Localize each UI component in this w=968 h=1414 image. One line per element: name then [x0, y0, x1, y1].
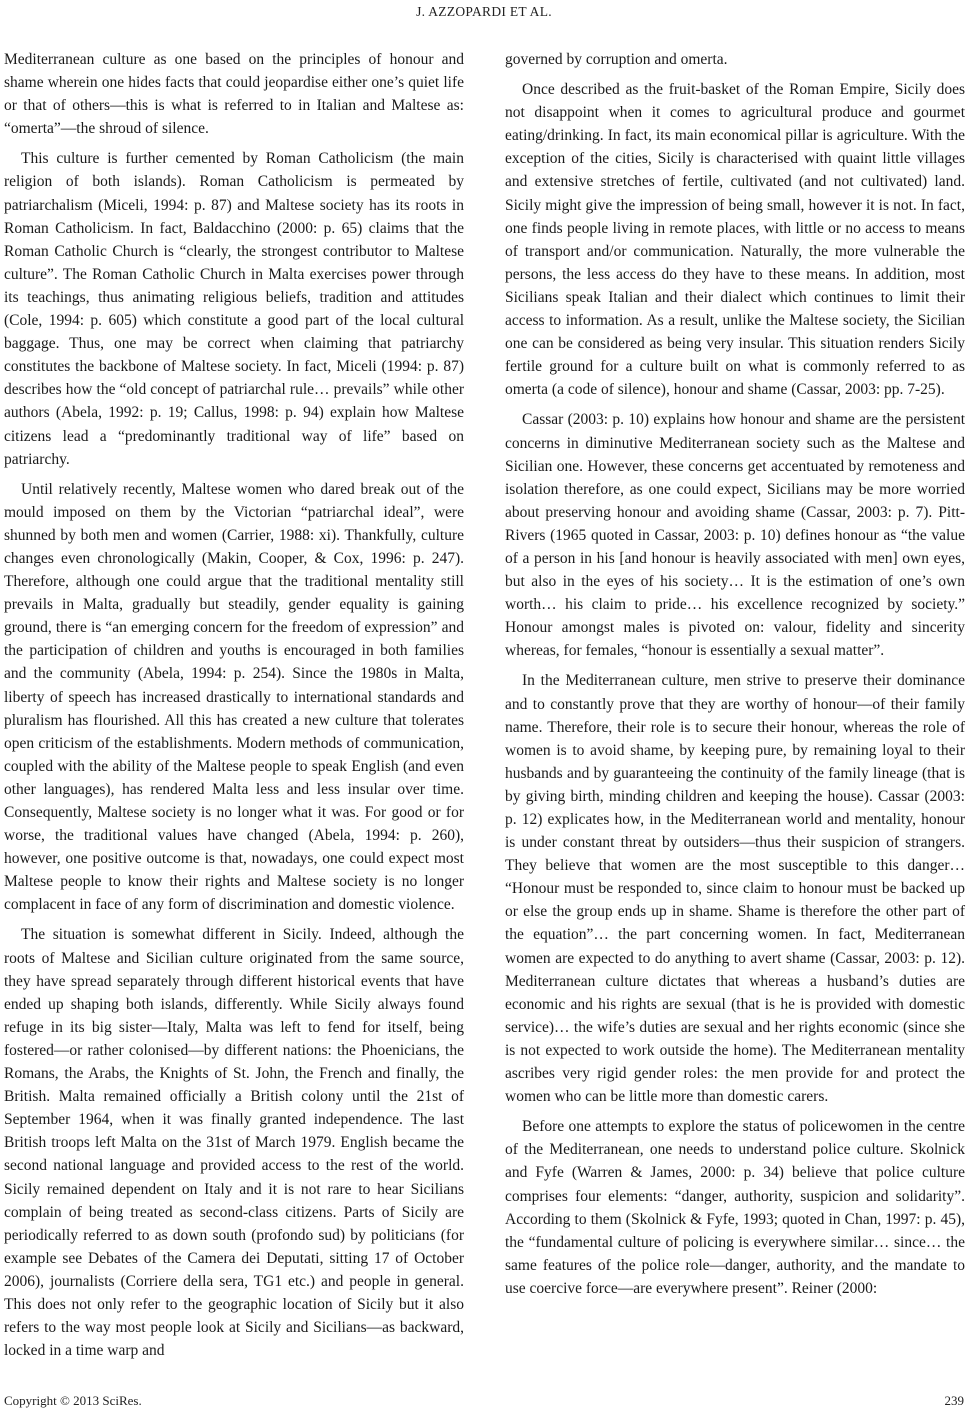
paragraph: In the Mediterranean culture, men strive to preserve their dominance and to constantly prove that they are worthy of honour—of their family name. Therefore, their role is to secure their honour, whereas the role of women is to avoid shame, by keeping pure, by remaining loyal to their husbands and by guaranteeing the continuity of the family lineage (that is by giving birth, minding children and keeping the house). Cassar (2003: p. 12) explicates how, in the Mediterranean world and mentality, honour is under constant threat by outsiders—thus their suspicion of strangers. They believe that women are the most susceptible to this danger… “Honour must be responded to, since claim to honour must be backed up or else the group ends up in shame. Shame is therefore the other part of the equation”… the part concerning women. In fact, Mediterranean women are expected to do anything to avert shame (Cassar, 2003: p. 12). Mediterranean culture dictates that whereas a husband’s duties are economic and his rights are sexual (that is he is provided with domestic service)… the wife’s duties are sexual and her rights economic (since she is not expected to work outside the home). The Mediterranean mentality ascribes very rigid gender roles: the men provide for and protect the women who can be little more than domestic carers.: [505, 672, 965, 1106]
running-header: J. AZZOPARDI ET AL.: [416, 4, 552, 19]
copyright-notice: Copyright © 2013 SciRes.: [4, 1393, 142, 1408]
paragraph: Before one attempts to explore the status of policewomen in the centre of the Mediterranean, one needs to understand police culture. Skolnick and Fyfe (Warren & James, 2000: p. 34) believe that police culture comprises four elements: “danger, authority, suspicion and solidarity”. According to them (Skolnick & Fyfe, 1993; quoted in Chan, 1997: p. 45), the “fundamental culture of policing is everywhere similar… since… the same features of the police role—danger, authority, and the mandate to use coercive force—are everywhere present”. Reiner (2000:: [505, 1118, 965, 1297]
paragraph: Once described as the fruit-basket of the Roman Empire, Sicily does not disappoint when it comes to agricultural produce and gourmet eating/drinking. In fact, its main economical pillar is agriculture. With the exception of the cities, Sicily is characterised with quaint little villages and extensive stretches of fertile, cultivated (and not cultivated) land. Sicily might give the impression of being small, however it is not. In fact, one finds people living in remote places, with little or no access to means of transport and/or communication. Naturally, the more vulnerable the persons, the less access do they have to these means. In addition, most Sicilians speak Italian and their dialect which continues to limit their access to information. As a result, unlike the Maltese society, the Sicilian one can be considered as being very insular. This situation renders Sicily fertile ground for a culture built on what is commonly referred to as omerta (a code of silence), honour and shame (Cassar, 2003: pp. 7-25).: [505, 81, 965, 399]
page-number: 239: [944, 1393, 964, 1408]
right-column: [505, 48, 965, 1307]
paragraph: Until relatively recently, Maltese women who dared break out of the mould imposed on them by the Victorian “patriarchal ideal”, were shunned by both men and women (Carrier, 1988: xi). Thankfully, culture changes even chronologically (Makin, Cooper, & Cox, 1996: p. 247). Therefore, although one could argue that the traditional mentality still prevails in Malta, gradually but steadily, gender equality is gaining ground, there is “an emerging concern for the freedom of expression” and the participation of children and youths is encouraged in both families and the community (Abela, 1994: p. 254). Since the 1980s in Malta, liberty of speech has increased drastically to international standards and pluralism has flourished. All this has created a new culture that tolerates open criticism of the establishments. Modern methods of communication, coupled with the ability of the Maltese people to speak English (and even other languages), has rendered Malta less and less insular over time. Consequently, Maltese society is no longer what it was. For good or for worse, the traditional values have changed (Abela, 1994: p. 260), however, one positive outcome is that, nowadays, one could expect most Maltese people to know their rights and Maltese society is no longer complacent in face of any form of discrimination and domestic violence.: [4, 480, 464, 914]
paragraph: This culture is further cemented by Roman Catholicism (the main religion of both islands). Roman Catholicism is permeated by patriarchalism (Miceli, 1994: p. 87) and Maltese society has its roots in Roman Catholicism. In fact, Baldacchino (2000: p. 65) claims that the Roman Catholic Church is “clearly, the strongest contributor to Maltese culture”. The Roman Catholic Church in Malta exercises power through its teachings, thus animating religious beliefs, tradition and attitudes (Cole, 1994: p. 605) which constitute a good part of the local cultural baggage. Thus, one may be correct when claiming that patriarchy constitutes the backbone of Maltese society. In fact, Miceli (1994: p. 87) describes how the “old concept of patriarchal rule… prevails” while other authors (Abela, 1992: p. 19; Callus, 1998: p. 94) explain how Maltese citizens lead a “predominantly traditional way of life” based on patriarchy.: [4, 150, 464, 468]
paragraph: Mediterranean culture as one based on the principles of honour and shame wherein one hides facts that could jeopardise either one’s quiet life or that of others—this is what is referred to in Italian and Maltese as: “omerta”—the shroud of silence.: [4, 51, 464, 138]
paragraph: governed by corruption and omerta.: [505, 51, 728, 68]
paragraph: Cassar (2003: p. 10) explains how honour and shame are the persistent concerns in diminutive Mediterranean society such as the Maltese and Sicilian one. However, these concerns get accentuated by remoteness and isolation therefore, as one could expect, Sicilians may be more worried about preserving honour and avoiding shame (Cassar, 2003: p. 7). Pitt-Rivers (1965 quoted in Cassar, 2003: p. 10) defines honour as “the value of a person in his [and honour is heavily associated with men] own eyes, but also in the eyes of his society… It is the estimation of one’s own worth… his claim to pride… his excellence recognized by society.” Honour amongst males is pivoted on: valour, fidelity and sincerity whereas, for females, “honour is essentially a sexual matter”.: [505, 411, 965, 660]
paragraph: The situation is somewhat different in Sicily. Indeed, although the roots of Maltese and Sicilian culture originated from the same source, they have spread separately through different historical events that have ended up shaping both islands, differently. While Sicily always found refuge in its big sister—Italy, Malta was left to fend for itself, being fostered—or rather colonised—by different nations: the Phoenicians, the Romans, the Arabs, the Knights of St. John, the French and finally, the British. Malta remained officially a British colony until the 21st of September 1964, when it was finally granted independence. The last British troops left Malta on the 31st of March 1979. English became the second national language and provided access to the rest of the world. Sicily remained dependent on Italy and it is not rare to hear Sicilians complain of being treated as second-class citizens. Parts of Sicily are periodically referred to as down south (profondo sud) by politicians (for example see Debates of the Camera dei Deputati, sitting 17 of October 2006), journalists (Corriere della sera, TG1 etc.) and people in general. This does not only refer to the geographic location of Sicily but it also refers to the way most people look at Sicily and Sicilians—as backward, locked in a time warp and: [4, 926, 464, 1360]
left-column: [4, 48, 464, 1369]
